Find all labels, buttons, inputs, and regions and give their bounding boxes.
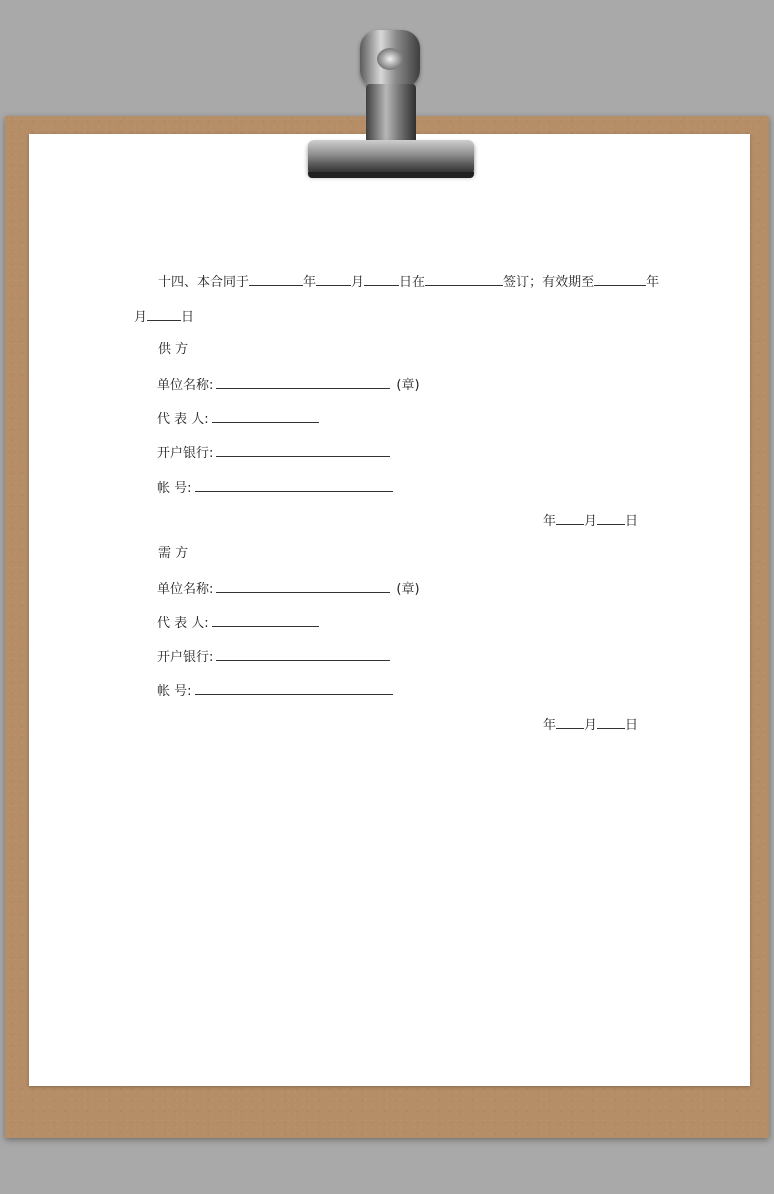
supplier-unit-field[interactable] bbox=[216, 374, 390, 389]
clause-text-3: 月 bbox=[351, 275, 365, 290]
clause-text-6: 年 bbox=[646, 275, 660, 290]
supplier-seal: (章) bbox=[396, 378, 420, 393]
clause-line-1 bbox=[158, 271, 659, 291]
supplier-rep-label: 代 表 人: bbox=[157, 412, 209, 427]
clause-text-2: 年 bbox=[303, 275, 317, 290]
buyer-bank-field[interactable] bbox=[216, 646, 390, 661]
clause-text-7: 月 bbox=[134, 310, 148, 325]
clause-text-8: 日 bbox=[181, 310, 195, 325]
buyer-unit-label: 单位名称: bbox=[157, 582, 214, 597]
buyer-date-row bbox=[543, 714, 638, 734]
buyer-unit-field[interactable] bbox=[216, 578, 390, 593]
buyer-seal: (章) bbox=[396, 582, 420, 597]
supplier-bank-label: 开户银行: bbox=[157, 446, 214, 461]
buyer-day-blank[interactable] bbox=[597, 714, 625, 729]
supplier-day-blank[interactable] bbox=[597, 510, 625, 525]
supplier-date-row bbox=[543, 510, 638, 530]
buyer-date-year: 年 bbox=[543, 718, 557, 733]
signing-place-blank[interactable] bbox=[425, 271, 503, 286]
clip-jaw bbox=[308, 140, 474, 174]
supplier-unit-row bbox=[157, 374, 420, 394]
buyer-account-row bbox=[157, 680, 393, 700]
expiry-year-blank[interactable] bbox=[594, 271, 646, 286]
buyer-rep-row bbox=[157, 612, 319, 632]
buyer-bank-row bbox=[157, 646, 390, 666]
supplier-date-year: 年 bbox=[543, 514, 557, 529]
clip-spring bbox=[360, 30, 420, 88]
clause-text-1: 十四、本合同于 bbox=[158, 275, 250, 290]
supplier-rep-row bbox=[157, 408, 319, 428]
supplier-date-month: 月 bbox=[584, 514, 598, 529]
buyer-date-day: 日 bbox=[625, 718, 639, 733]
binder-clip-icon bbox=[296, 24, 480, 180]
clause-line-2 bbox=[134, 306, 194, 326]
buyer-date-month: 月 bbox=[584, 718, 598, 733]
supplier-bank-row bbox=[157, 442, 390, 462]
buyer-unit-row bbox=[157, 578, 420, 598]
supplier-account-field[interactable] bbox=[195, 477, 393, 492]
buyer-rep-label: 代 表 人: bbox=[157, 616, 209, 631]
buyer-account-label: 帐 号: bbox=[157, 684, 192, 699]
signing-month-blank[interactable] bbox=[316, 271, 351, 286]
supplier-bank-field[interactable] bbox=[216, 442, 390, 457]
supplier-account-label: 帐 号: bbox=[157, 481, 192, 496]
supplier-month-blank[interactable] bbox=[556, 510, 584, 525]
supplier-date-day: 日 bbox=[625, 514, 639, 529]
buyer-account-field[interactable] bbox=[195, 680, 393, 695]
buyer-heading: 需 方 bbox=[158, 546, 189, 561]
supplier-rep-field[interactable] bbox=[212, 408, 319, 423]
signing-year-blank[interactable] bbox=[249, 271, 303, 286]
expiry-month-blank[interactable] bbox=[147, 306, 181, 321]
supplier-account-row bbox=[157, 477, 393, 497]
clause-text-4: 日在 bbox=[399, 275, 426, 290]
signing-day-blank[interactable] bbox=[364, 271, 399, 286]
buyer-rep-field[interactable] bbox=[212, 612, 319, 627]
buyer-month-blank[interactable] bbox=[556, 714, 584, 729]
supplier-heading: 供 方 bbox=[158, 342, 189, 357]
buyer-bank-label: 开户银行: bbox=[157, 650, 214, 665]
supplier-unit-label: 单位名称: bbox=[157, 378, 214, 393]
clause-text-5: 签订；有效期至 bbox=[503, 275, 595, 290]
